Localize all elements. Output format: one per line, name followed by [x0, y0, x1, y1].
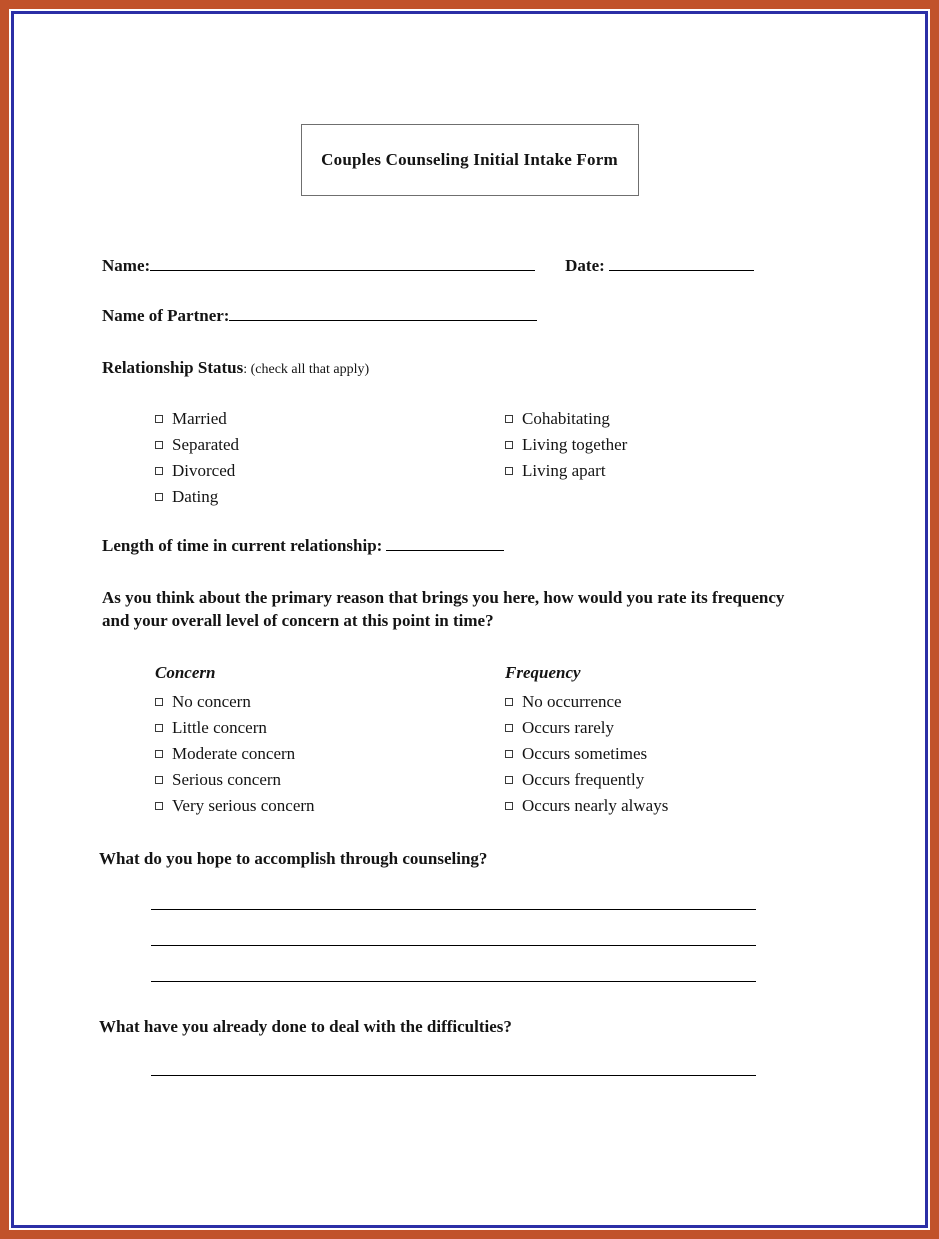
checkbox-option-moderate-concern[interactable]: [155, 741, 505, 767]
checkbox-option-divorced[interactable]: [155, 458, 505, 484]
relationship-options-left-column: [155, 406, 505, 510]
checkbox-icon: [505, 724, 513, 732]
checkbox-label: Dating: [172, 487, 219, 506]
relationship-length-field[interactable]: [386, 537, 504, 551]
answer-line[interactable]: [151, 945, 756, 946]
checkbox-option-little-concern[interactable]: [155, 715, 505, 741]
relationship-length-label: Length of time in current relationship:: [102, 536, 383, 555]
checkbox-icon: [155, 415, 163, 423]
checkbox-icon: [155, 802, 163, 810]
checkbox-label: Living apart: [522, 461, 606, 480]
checkbox-icon: [505, 750, 513, 758]
checkbox-option-no-concern[interactable]: [155, 689, 505, 715]
form-document: [11, 11, 928, 1228]
frequency-column: [505, 663, 855, 819]
partner-field[interactable]: [229, 307, 537, 321]
checkbox-icon: [505, 776, 513, 784]
relationship-length-row: [102, 536, 925, 556]
checkbox-icon: [155, 750, 163, 758]
answer-line[interactable]: [151, 909, 756, 910]
relationship-status-row: [102, 358, 925, 378]
name-label: Name:: [102, 256, 151, 275]
accomplish-question: What do you hope to accomplish through counseling?: [99, 848, 488, 868]
checkbox-label: Little concern: [172, 717, 267, 737]
checkbox-option-no-occurrence[interactable]: [505, 689, 855, 715]
checkbox-label: No concern: [172, 691, 251, 711]
accomplish-answer-lines: [151, 909, 925, 982]
relationship-options-right-column: [505, 406, 855, 510]
name-field[interactable]: [150, 257, 535, 271]
rating-question: As you think about the primary reason that brings you here, how would you rate its frequency and your overall level of concern at this point in time?: [102, 588, 785, 631]
concern-header: Concern: [155, 662, 216, 682]
checkbox-icon: [505, 415, 513, 423]
form-title-box: [301, 124, 639, 196]
checkbox-label: Occurs frequently: [522, 769, 645, 789]
answer-line[interactable]: [151, 1075, 756, 1076]
checkbox-icon: [155, 441, 163, 449]
partner-row: [102, 306, 925, 326]
checkbox-option-dating[interactable]: [155, 484, 505, 510]
checkbox-option-married[interactable]: [155, 406, 505, 432]
checkbox-label: Divorced: [172, 461, 236, 480]
relationship-status-options: [155, 406, 925, 510]
checkbox-icon: [505, 802, 513, 810]
checkbox-label: Occurs nearly always: [522, 795, 669, 815]
checkbox-option-living-apart[interactable]: [505, 458, 855, 484]
checkbox-icon: [155, 493, 163, 501]
checkbox-label: Very serious concern: [172, 795, 315, 815]
checkbox-option-separated[interactable]: [155, 432, 505, 458]
already-done-question: What have you already done to deal with the difficulties?: [99, 1016, 512, 1036]
form-title: Couples Counseling Initial Intake Form: [321, 150, 618, 169]
checkbox-option-very-serious-concern[interactable]: [155, 793, 505, 819]
checkbox-label: Separated: [172, 435, 240, 454]
checkbox-label: Married: [172, 409, 227, 428]
already-done-answer-lines: [151, 1075, 925, 1076]
checkbox-icon: [155, 724, 163, 732]
checkbox-label: Living together: [522, 435, 628, 454]
checkbox-label: Moderate concern: [172, 743, 296, 763]
checkbox-label: Occurs rarely: [522, 717, 615, 737]
rating-options: [155, 663, 925, 819]
checkbox-icon: [505, 467, 513, 475]
date-field[interactable]: [609, 257, 754, 271]
answer-line[interactable]: [151, 981, 756, 982]
checkbox-icon: [505, 698, 513, 706]
checkbox-icon: [155, 467, 163, 475]
checkbox-label: No occurrence: [522, 691, 622, 711]
checkbox-option-living-together[interactable]: [505, 432, 855, 458]
relationship-status-label: Relationship Status: [102, 358, 244, 377]
checkbox-option-occurs-rarely[interactable]: [505, 715, 855, 741]
checkbox-label: Cohabitating: [522, 409, 610, 428]
frequency-header: Frequency: [505, 662, 581, 682]
checkbox-label: Occurs sometimes: [522, 743, 648, 763]
checkbox-option-cohabitating[interactable]: [505, 406, 855, 432]
relationship-status-hint: : (check all that apply): [243, 362, 370, 377]
concern-column: [155, 663, 505, 819]
checkbox-icon: [505, 441, 513, 449]
checkbox-option-occurs-sometimes[interactable]: [505, 741, 855, 767]
checkbox-option-occurs-nearly-always[interactable]: [505, 793, 855, 819]
partner-label: Name of Partner:: [102, 306, 230, 325]
name-date-row: [102, 256, 925, 276]
checkbox-label: Serious concern: [172, 769, 282, 789]
checkbox-icon: [155, 698, 163, 706]
checkbox-icon: [155, 776, 163, 784]
checkbox-option-occurs-frequently[interactable]: [505, 767, 855, 793]
checkbox-option-serious-concern[interactable]: [155, 767, 505, 793]
date-label: Date:: [565, 256, 605, 275]
